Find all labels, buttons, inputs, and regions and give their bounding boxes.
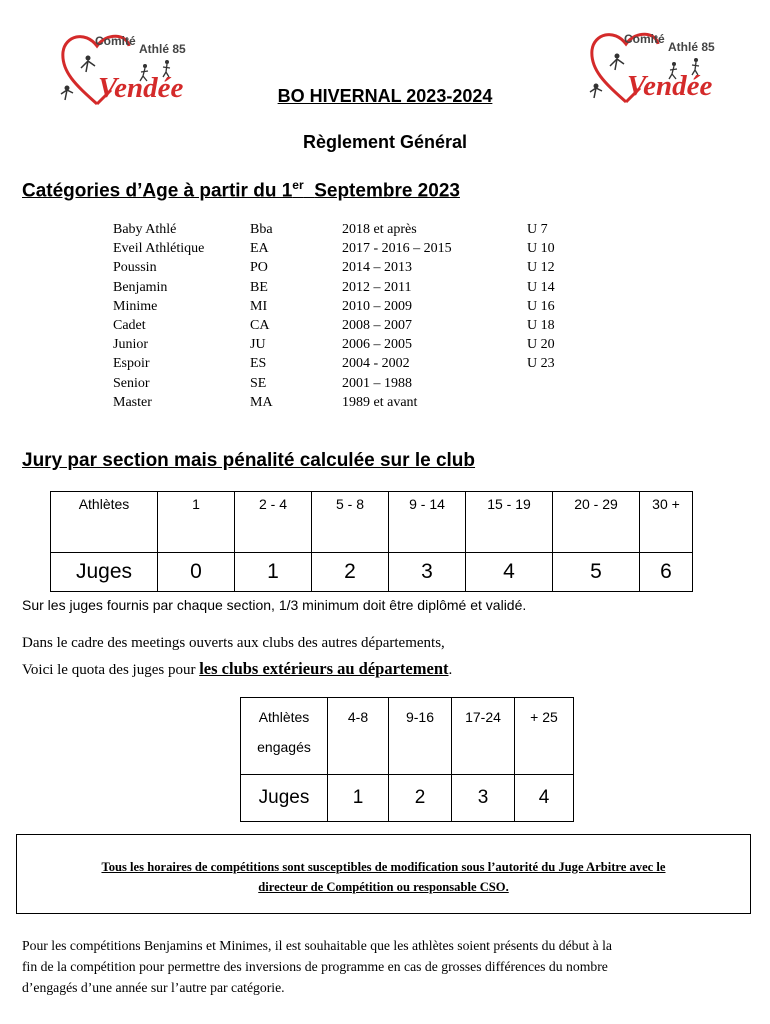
table-header-cell: Athlètes: [51, 492, 158, 553]
category-u: U 12: [527, 260, 555, 276]
logo-text-vendee: Vendée: [627, 70, 713, 102]
table-cell: 30 +: [640, 492, 693, 553]
table-row: [51, 492, 693, 553]
category-years: 2018 et après: [342, 222, 417, 237]
category-u: U 20: [527, 337, 555, 353]
notice-line-1: Tous les horaires de compétitions sont susceptibles de modification sous l’autorité du Juge Arbitre avec le: [101, 860, 666, 874]
table-header-cell: Juges: [51, 553, 158, 592]
logo-text-comite: Comité: [95, 34, 136, 48]
table-cell: 6: [640, 553, 693, 592]
table-cell: 3: [389, 553, 466, 592]
table-cell: 20 - 29: [553, 492, 640, 553]
list-item: [113, 393, 577, 412]
exterior-line-2-text: Voici le quota des juges pour: [22, 662, 200, 678]
closing-line-1: Pour les compétitions Benjamins et Minimes, il est souhaitable que les athlètes soient présents du début à la: [22, 938, 612, 953]
logo-text-vendee: Vendée: [98, 72, 184, 104]
category-years: 2006 – 2005: [342, 337, 412, 353]
category-years: 2008 – 2007: [342, 317, 412, 333]
exterior-emphasis: les clubs extérieurs au département: [199, 659, 449, 678]
category-name: Master: [113, 394, 152, 410]
exterior-line-2-end: .: [448, 662, 453, 678]
category-u: U 16: [527, 298, 555, 314]
table-cell: 9-16: [389, 698, 452, 775]
category-u: [527, 393, 577, 412]
category-u: U 7: [527, 222, 548, 237]
logo-text-athle: Athlé 85: [668, 40, 715, 54]
notice-line-2: directeur de Compétition ou responsable CSO.: [258, 880, 509, 894]
table-cell: 17-24: [452, 698, 515, 775]
table-cell: 1: [328, 775, 389, 822]
category-code: SE: [250, 375, 267, 391]
closing-line-2: fin de la compétition pour permettre des inversions de programme en cas de grosses différences du nombre: [22, 959, 608, 974]
list-item: [113, 374, 577, 393]
category-years: 2004 - 2002: [342, 356, 410, 372]
category-u: U 10: [527, 241, 555, 257]
categories-heading-date: Septembre 2023: [314, 180, 460, 202]
category-name: Espoir: [113, 356, 150, 372]
notice-box: [16, 834, 751, 914]
closing-paragraph: [22, 935, 757, 998]
list-item: [113, 316, 577, 335]
category-years: 2017 - 2016 – 2015: [342, 241, 452, 257]
categories-list: [113, 220, 577, 412]
list-item: [113, 335, 577, 354]
logo-text-comite: Comité: [624, 32, 665, 46]
table-row: [241, 775, 574, 822]
table-cell: 2: [312, 553, 389, 592]
table-header-line: Athlètes: [258, 709, 310, 725]
categories-heading-text: Catégories d’Age à partir du 1: [22, 180, 293, 202]
category-years: 2001 – 1988: [342, 375, 412, 391]
page-subtitle: Règlement Général: [302, 132, 468, 152]
table-cell: 9 - 14: [389, 492, 466, 553]
category-years: 2014 – 2013: [342, 260, 412, 276]
jury-note: Sur les juges fournis par chaque section, 1/3 minimum doit être diplômé et validé.: [22, 597, 527, 613]
notice-text: [17, 857, 750, 897]
list-item: [113, 297, 577, 316]
category-name: Cadet: [113, 317, 146, 333]
exterior-table: [240, 697, 574, 822]
list-item: [113, 354, 577, 373]
category-code: Bba: [250, 222, 273, 237]
category-name: Junior: [113, 337, 148, 353]
exterior-line-1: Dans le cadre des meetings ouverts aux clubs des autres départements,: [22, 635, 445, 651]
category-u: [527, 374, 577, 393]
category-code: BE: [250, 279, 268, 295]
closing-line-3: d’engagés d’une année sur l’autre par catégorie.: [22, 980, 285, 995]
logo-text-athle: Athlé 85: [139, 42, 186, 56]
table-cell: 5: [553, 553, 640, 592]
category-years: 2012 – 2011: [342, 279, 412, 295]
table-cell: 1: [158, 492, 235, 553]
table-header-cell: Juges: [241, 775, 328, 822]
list-item: [113, 278, 577, 297]
category-name: Minime: [113, 298, 158, 314]
table-header-line: engagés: [257, 739, 311, 755]
category-code: CA: [250, 317, 270, 333]
table-cell: 4: [515, 775, 574, 822]
exterior-line-2: [22, 656, 452, 683]
list-item: [113, 258, 577, 277]
category-name: Benjamin: [113, 279, 168, 295]
table-cell: 1: [235, 553, 312, 592]
table-cell: 3: [452, 775, 515, 822]
category-name: Senior: [113, 375, 150, 391]
table-cell: + 25: [515, 698, 574, 775]
category-code: MA: [250, 394, 273, 410]
category-years: 1989 et avant: [342, 394, 418, 410]
categories-heading-sup: er: [292, 178, 304, 192]
table-cell: 2: [389, 775, 452, 822]
table-header-cell: [241, 698, 328, 775]
category-code: ES: [250, 356, 267, 372]
table-cell: 15 - 19: [466, 492, 553, 553]
category-name: Eveil Athlétique: [113, 241, 205, 257]
category-code: EA: [250, 241, 269, 257]
list-item: [113, 220, 577, 239]
jury-table: [50, 491, 693, 592]
category-name: Poussin: [113, 260, 157, 276]
table-row: [241, 698, 574, 775]
categories-heading: [22, 178, 460, 202]
table-row: [51, 553, 693, 592]
table-cell: 4-8: [328, 698, 389, 775]
page-title: BO HIVERNAL 2023-2024: [277, 86, 493, 106]
category-u: U 23: [527, 356, 555, 372]
category-u: U 18: [527, 317, 555, 333]
category-code: JU: [250, 337, 266, 353]
exterior-paragraph: [22, 631, 452, 683]
table-cell: 4: [466, 553, 553, 592]
table-cell: 0: [158, 553, 235, 592]
category-name: Baby Athlé: [113, 222, 177, 237]
category-code: MI: [250, 298, 268, 314]
list-item: [113, 239, 577, 258]
category-code: PO: [250, 260, 268, 276]
category-years: 2010 – 2009: [342, 298, 412, 314]
category-u: U 14: [527, 279, 555, 295]
table-cell: 5 - 8: [312, 492, 389, 553]
table-cell: 2 - 4: [235, 492, 312, 553]
jury-heading: Jury par section mais pénalité calculée sur le club: [22, 450, 476, 471]
